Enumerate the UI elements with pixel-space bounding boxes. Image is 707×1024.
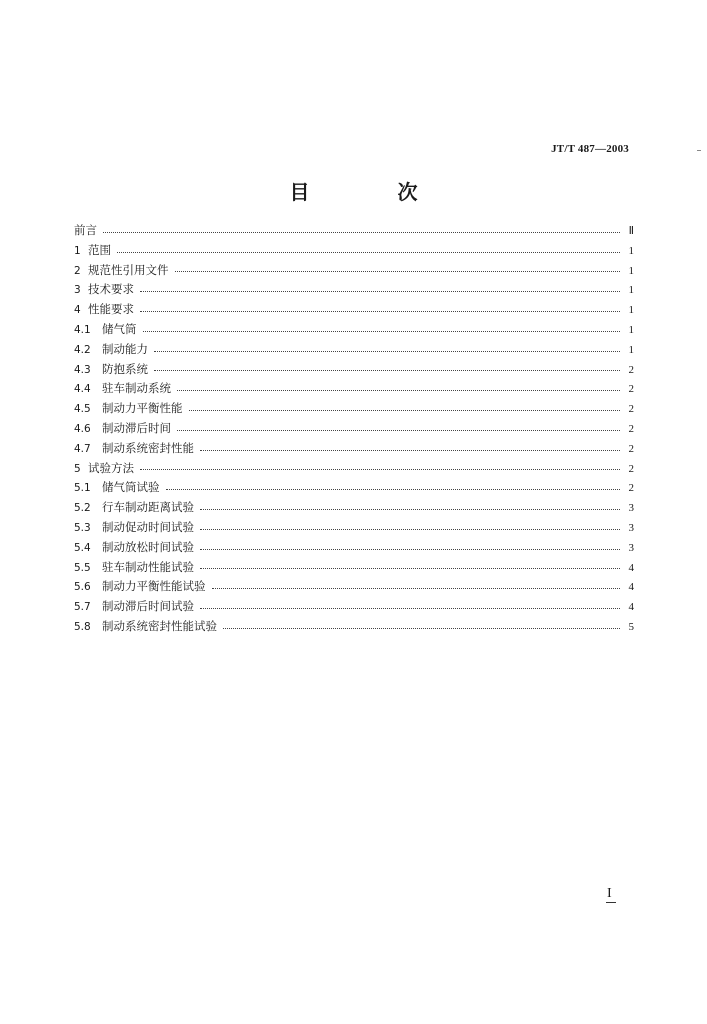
toc-entry-page: 2 xyxy=(628,403,634,416)
toc-entry-number: 5 xyxy=(74,462,81,475)
toc-leader xyxy=(200,449,620,451)
toc-entry-number: 4 xyxy=(74,304,81,317)
toc-entry-4-3[interactable] xyxy=(74,360,634,380)
toc-leader xyxy=(154,369,620,371)
toc-entry-page: 2 xyxy=(628,383,634,396)
toc-entry-4-1[interactable] xyxy=(74,320,634,340)
toc-entry-number: 5.2 xyxy=(74,502,91,515)
toc-entry-text: 制动滞后时间 xyxy=(102,420,171,435)
toc-leader xyxy=(200,528,620,530)
toc-leader xyxy=(154,350,620,352)
toc-leader xyxy=(189,409,621,411)
toc-entry-page: 1 xyxy=(628,264,634,277)
toc-entry-5-7[interactable] xyxy=(74,597,634,617)
toc-entry-number: 4.5 xyxy=(74,403,91,416)
toc-entry-page: 1 xyxy=(628,304,634,317)
toc-entry-3[interactable] xyxy=(74,280,634,300)
toc-entry-number: 4.1 xyxy=(74,323,91,336)
toc-entry-text: 规范性引用文件 xyxy=(88,262,169,277)
toc-entry-page: 1 xyxy=(628,284,634,297)
toc-entry-page: 2 xyxy=(628,442,634,455)
toc-leader xyxy=(175,270,621,272)
toc-entry-5-8[interactable] xyxy=(74,617,634,637)
toc-entry-foreword[interactable] xyxy=(74,221,634,241)
toc-entry-page: 3 xyxy=(628,541,634,554)
toc-entry-text: 性能要求 xyxy=(88,302,134,317)
toc-entry-4-2[interactable] xyxy=(74,340,634,360)
toc-entry-text: 技术要求 xyxy=(88,282,134,297)
toc-leader xyxy=(177,429,620,431)
toc-entry-text: 驻车制动性能试验 xyxy=(102,559,194,574)
toc-entry-number: 5.7 xyxy=(74,601,91,614)
toc-entry-4-4[interactable] xyxy=(74,379,634,399)
toc-entry-4[interactable] xyxy=(74,300,634,320)
toc-leader xyxy=(103,231,620,233)
toc-entry-text: 储气筒 xyxy=(102,321,137,336)
toc-entry-page: 4 xyxy=(628,561,634,574)
toc-entry-page: 1 xyxy=(628,244,634,257)
toc-leader xyxy=(166,488,621,490)
toc-entry-number: 4.7 xyxy=(74,442,91,455)
toc-leader xyxy=(140,290,620,292)
toc-entry-text: 防抱系统 xyxy=(102,361,148,376)
toc-leader xyxy=(212,587,621,589)
page-number-underline xyxy=(606,902,616,903)
toc-entry-5-2[interactable] xyxy=(74,498,634,518)
toc-entry-page: 1 xyxy=(628,323,634,336)
toc-entry-text: 制动滞后时间试验 xyxy=(102,599,194,614)
toc-entry-page: 2 xyxy=(628,422,634,435)
toc-entry-number: 1 xyxy=(74,244,81,257)
toc-leader xyxy=(200,567,620,569)
toc-entry-number: 4.6 xyxy=(74,422,91,435)
toc-leader xyxy=(177,389,620,391)
scan-mark xyxy=(697,150,701,151)
toc-leader xyxy=(200,508,620,510)
toc-entry-5-1[interactable] xyxy=(74,478,634,498)
toc-entry-text: 行车制动距离试验 xyxy=(102,500,194,515)
toc-entry-page: 2 xyxy=(628,462,634,475)
toc-entry-text: 制动能力 xyxy=(102,341,148,356)
toc-entry-page: 4 xyxy=(628,581,634,594)
toc-entry-number: 5.8 xyxy=(74,620,91,633)
toc-entry-text: 制动系统密封性能试验 xyxy=(102,618,217,633)
toc-entry-number: 2 xyxy=(74,264,81,277)
toc-entry-number: 5.6 xyxy=(74,581,91,594)
toc-entry-page: 2 xyxy=(628,363,634,376)
toc-entry-text: 范围 xyxy=(88,242,111,257)
toc-entry-text: 前言 xyxy=(74,223,97,237)
toc-entry-text: 制动力平衡性能 xyxy=(102,401,183,416)
toc-entry-number: 5.4 xyxy=(74,541,91,554)
toc-entry-number: 5.5 xyxy=(74,561,91,574)
toc-entry-text: 制动力平衡性能试验 xyxy=(102,579,206,594)
toc-leader xyxy=(200,548,620,550)
toc-leader xyxy=(140,468,620,470)
page-number: I xyxy=(607,886,612,901)
toc-leader xyxy=(140,310,620,312)
toc-entry-1[interactable] xyxy=(74,241,634,261)
toc-title: 目 次 xyxy=(289,180,452,204)
toc-entry-page: 2 xyxy=(628,482,634,495)
toc-entry-5-3[interactable] xyxy=(74,518,634,538)
toc-entry-4-5[interactable] xyxy=(74,399,634,419)
toc-entry-2[interactable] xyxy=(74,261,634,281)
toc-entry-text: 制动放松时间试验 xyxy=(102,539,194,554)
toc-entry-5[interactable] xyxy=(74,459,634,479)
standard-code: JT/T 487—2003 xyxy=(551,143,629,155)
toc-entry-4-6[interactable] xyxy=(74,419,634,439)
toc-leader xyxy=(200,607,620,609)
toc-entry-5-6[interactable] xyxy=(74,577,634,597)
toc-entry-number: 4.3 xyxy=(74,363,91,376)
toc-entry-text: 试验方法 xyxy=(88,460,134,475)
toc-entry-number: 4.2 xyxy=(74,343,91,356)
toc-entry-text: 制动系统密封性能 xyxy=(102,440,194,455)
toc-entry-page: 4 xyxy=(628,601,634,614)
toc-entry-page: 3 xyxy=(628,521,634,534)
toc-entry-page: Ⅱ xyxy=(628,225,634,237)
toc-leader xyxy=(143,330,621,332)
toc-entry-number: 3 xyxy=(74,284,81,297)
toc-entry-page: 3 xyxy=(628,502,634,515)
toc-entry-text: 驻车制动系统 xyxy=(102,381,171,396)
toc-entry-number: 5.1 xyxy=(74,482,91,495)
toc-entry-5-5[interactable] xyxy=(74,558,634,578)
toc-entry-4-7[interactable] xyxy=(74,439,634,459)
toc-entry-page: 1 xyxy=(628,343,634,356)
toc-entry-text: 储气筒试验 xyxy=(102,480,160,495)
toc-entry-5-4[interactable] xyxy=(74,538,634,558)
toc-entry-page: 5 xyxy=(628,620,634,633)
toc-leader xyxy=(117,251,620,253)
toc-entry-number: 5.3 xyxy=(74,521,91,534)
toc-leader xyxy=(223,627,620,629)
toc-entry-number: 4.4 xyxy=(74,383,91,396)
toc-entry-text: 制动促动时间试验 xyxy=(102,519,194,534)
toc-list xyxy=(74,221,634,637)
